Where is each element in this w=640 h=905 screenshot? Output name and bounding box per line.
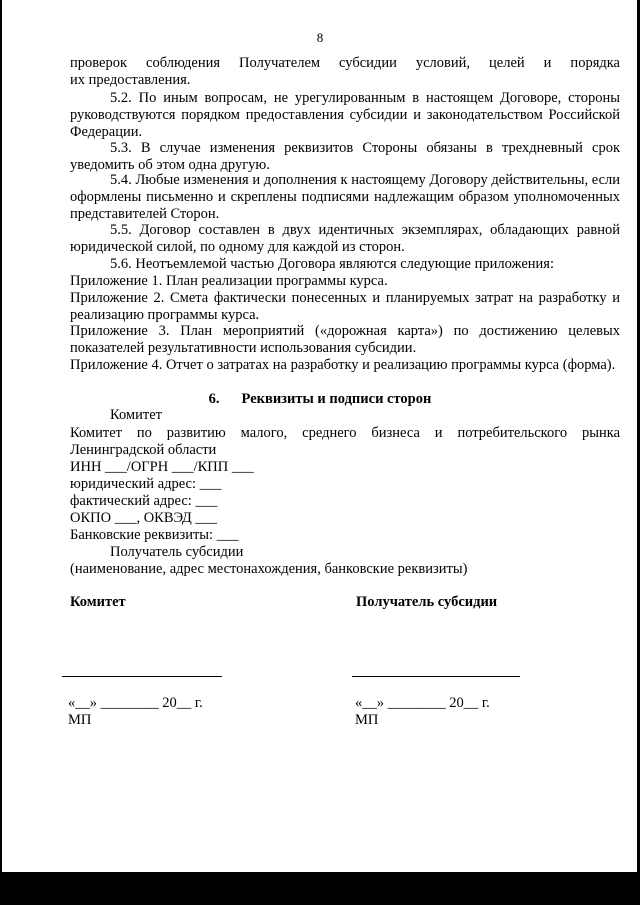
appendix-2: Приложение 2. Смета фактически понесенных и планируемых затрат на разработку и реализацию программы курса.: [70, 290, 620, 323]
paragraph-5-4: 5.4. Любые изменения и дополнения к настоящему Договору действительны, если оформлены письменно и скреплены подписями надлежащим образом уполномоченных представителей Сторон.: [70, 172, 620, 222]
actual-address: фактический адрес: ___: [70, 493, 218, 509]
paragraph-5-2: 5.2. По иным вопросам, не урегулированным в настоящем Договоре, стороны руководствуются порядком предоставления субсидии и законодательством Российской Федерации.: [70, 90, 620, 140]
section-title: Реквизиты и подписи сторон: [241, 391, 432, 407]
date-committee: «__» ________ 20__ г.: [68, 695, 203, 711]
paragraph-5-6: 5.6. Неотъемлемой частью Договора являются следующие приложения:: [110, 256, 554, 272]
committee-label: Комитет: [110, 407, 162, 423]
okpo-line: ОКПО ___, ОКВЭД ___: [70, 510, 218, 526]
scan-bottom-band: [0, 872, 640, 905]
paragraph-continuation: проверок соблюдения Получателем субсидии условий, целей и порядка: [70, 55, 620, 71]
signature-line-recipient: [352, 676, 520, 677]
committee-name: Комитет по развитию малого, среднего бизнеса и потребительского рынка Ленинградской области: [70, 425, 620, 458]
stamp-place-recipient: МП: [355, 712, 379, 728]
signature-line-committee: [62, 676, 222, 677]
signature-title-committee: Комитет: [70, 594, 126, 610]
section-heading: [0, 391, 640, 408]
appendix-3: Приложение 3. План мероприятий («дорожная карта») по достижению целевых показателей результативности использования субсидии.: [70, 323, 620, 356]
recipient-label: Получатель субсидии: [110, 544, 244, 560]
legal-address: юридический адрес: ___: [70, 476, 222, 492]
paragraph-5-5: 5.5. Договор составлен в двух идентичных экземплярах, обладающих равной юридической силой, по одному для каждой из сторон.: [70, 222, 620, 255]
appendix-4: Приложение 4. Отчет о затратах на разработку и реализацию программы курса (форма).: [70, 357, 616, 373]
appendix-1: Приложение 1. План реализации программы курса.: [70, 273, 388, 289]
recipient-description: (наименование, адрес местонахождения, банковские реквизиты): [70, 561, 468, 577]
page-number: 8: [316, 30, 324, 45]
paragraph-5-3: 5.3. В случае изменения реквизитов Стороны обязаны в трехдневный срок уведомить об этом одна другую.: [70, 140, 620, 173]
bank-requisites: Банковские реквизиты: ___: [70, 527, 239, 543]
section-number: 6.: [208, 391, 220, 407]
scan-edge-left: [0, 0, 2, 905]
date-recipient: «__» ________ 20__ г.: [355, 695, 490, 711]
paragraph-continuation-end: их предоставления.: [70, 72, 191, 88]
stamp-place-committee: МП: [68, 712, 92, 728]
inn-line: ИНН ___/ОГРН ___/КПП ___: [70, 459, 254, 475]
signature-title-recipient: Получатель субсидии: [356, 594, 498, 610]
